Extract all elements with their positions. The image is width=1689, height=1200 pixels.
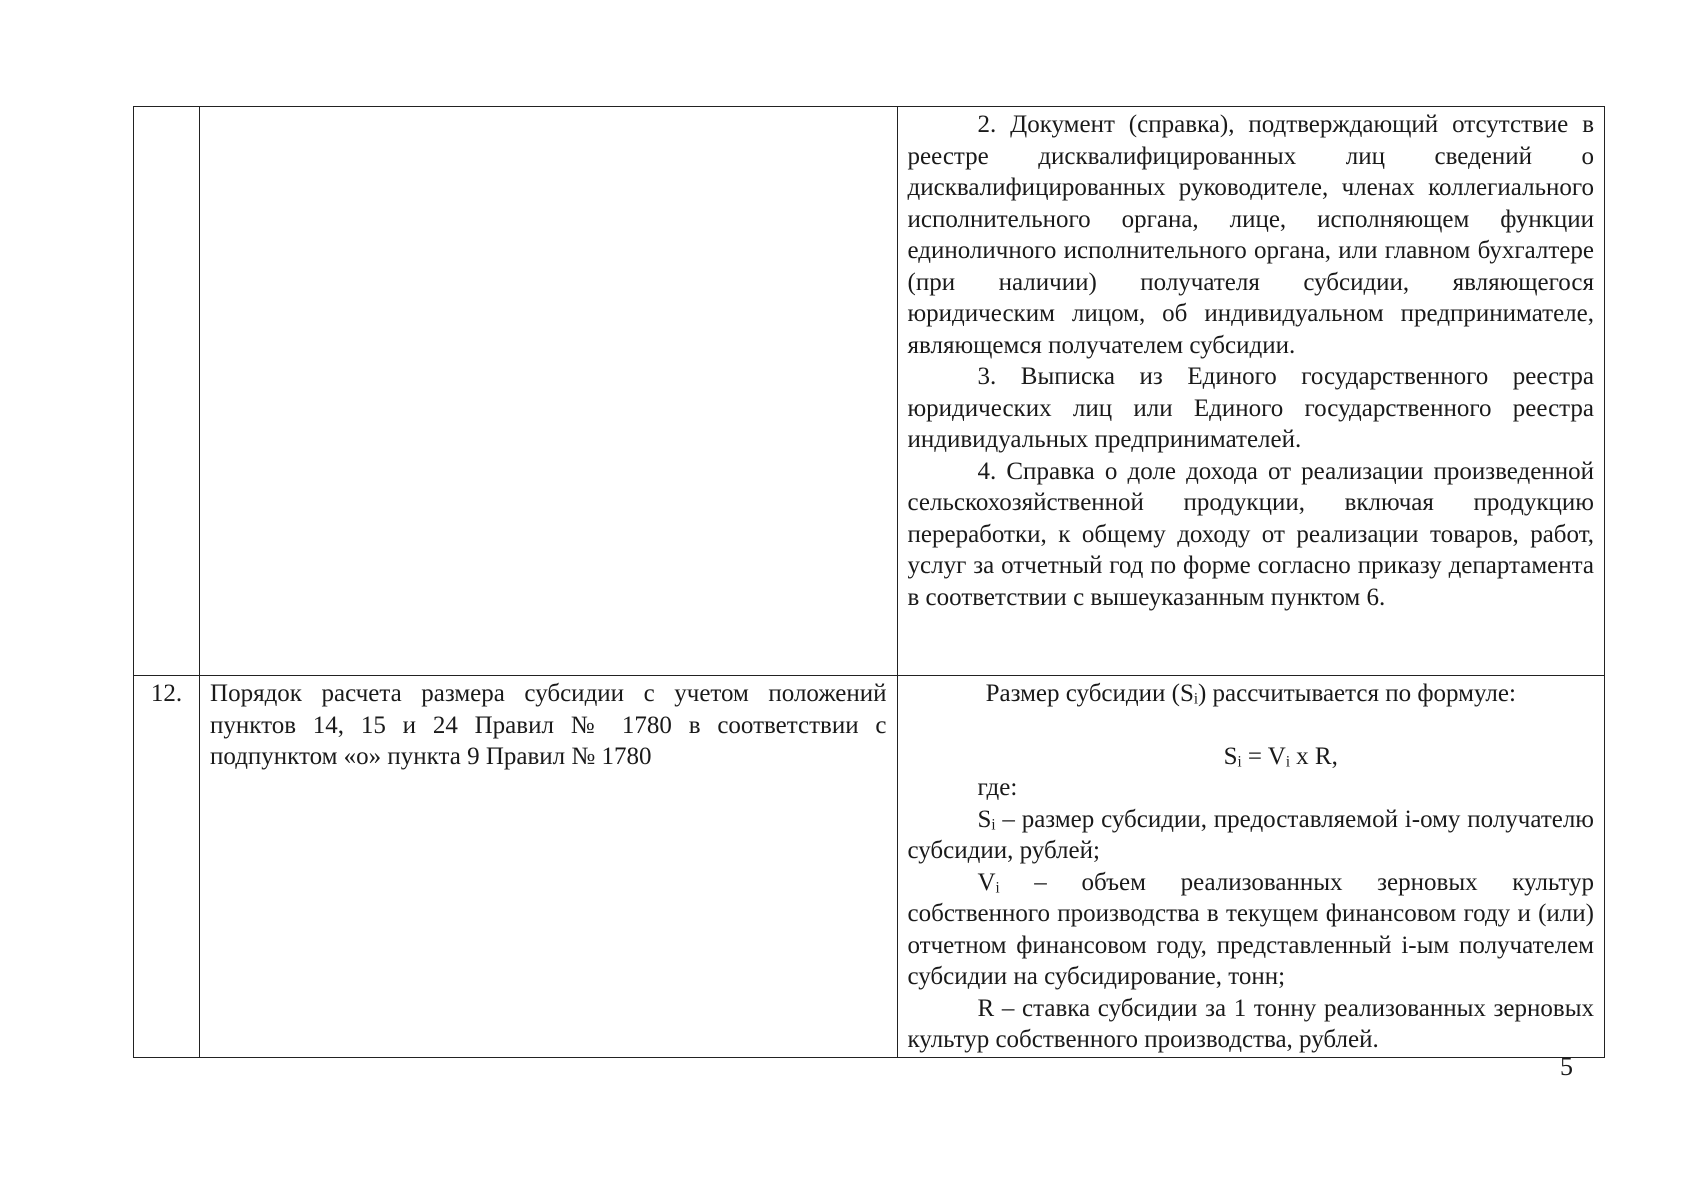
definition-v: Vᵢ – объем реализованных зерновых культур собственного производства в текущем финансовом году и (или) отчетном финансовом году, представленный i-ым получателем субсидии на субсидирование, тонн;: [907, 868, 1594, 990]
row-description-cell: [200, 676, 897, 1058]
row-description-cell: [200, 107, 897, 676]
row-content-cell: [897, 107, 1605, 676]
document-table: [133, 106, 1605, 1058]
page-number: 5: [1560, 1052, 1573, 1081]
definition-r: R – ставка субсидии за 1 тонну реализованных зерновых культур собственного производства, рублей.: [907, 994, 1594, 1053]
table-row: [134, 107, 1605, 676]
document-item-3: 3. Выписка из Единого государственного реестра юридических лиц или Единого государственного реестра индивидуальных предпринимателей.: [907, 363, 1594, 453]
document-item-4: 4. Справка о доле дохода от реализации произведенной сельскохозяйственной продукции, включая продукцию переработки, к общему доходу от реализации товаров, работ, услуг за отчетный год по форме согласно приказу департамента в соответствии с вышеуказанным пунктом 6.: [907, 457, 1594, 611]
row-description: Порядок расчета размера субсидии с учетом положений пунктов 14, 15 и 24 Правил № 1780 в соответствии с подпунктом «о» пункта 9 Правил № 1780: [210, 680, 887, 770]
formula-where: где:: [977, 774, 1018, 801]
document-item-2: 2. Документ (справка), подтверждающий отсутствие в реестре дисквалифицированных лиц сведений о дисквалифицированных руководителе, членах коллегиального исполнительного органа, лице, исполняющем функции единоличного исполнительного органа, или главном бухгалтере (при наличии) получателя субсидии, являющегося юридическим лицом, об индивидуальном предпринимателе, являющемся получателем субсидии.: [907, 111, 1594, 359]
row-number: 12.: [150, 680, 183, 707]
table-row: [134, 676, 1605, 1058]
row-content-cell: [897, 676, 1605, 1058]
formula-intro: Размер субсидии (Sᵢ) рассчитывается по формуле:: [985, 680, 1516, 707]
row-number: [134, 107, 199, 109]
row-number-cell: [134, 107, 200, 676]
formula: Sᵢ = Vᵢ x R,: [1223, 742, 1338, 770]
row-number-cell: [134, 676, 200, 1058]
row-description: [200, 107, 896, 109]
definition-s: Sᵢ – размер субсидии, предоставляемой i-ому получателю субсидии, рублей;: [907, 805, 1594, 864]
